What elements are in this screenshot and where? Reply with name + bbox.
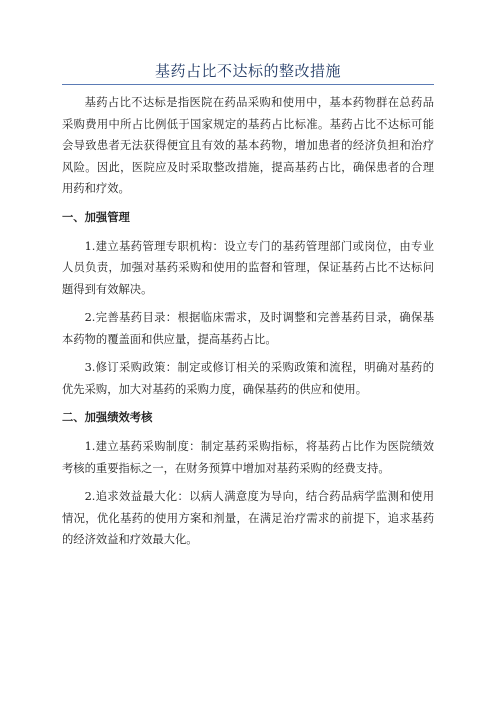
list-item: 1.建立基药采购制度：制定基药采购指标，将基药占比作为医院绩效考核的重要指标之一，在财务预算中增加对基药采购的经费支持。 — [62, 440, 434, 475]
document-body — [62, 92, 434, 558]
list-item: 1.建立基药管理专职机构：设立专门的基药管理部门或岗位，由专业人员负责，加强对基药采购和使用的监督和管理，保证基药占比不达标问题得到有效解决。 — [62, 239, 434, 296]
list-item: 3.修订采购政策：制定或修订相关的采购政策和流程，明确对基药的优先采购，加大对基药的采购力度，确保基药的供应和使用。 — [62, 361, 434, 396]
list-item: 2.完善基药目录：根据临床需求，及时调整和完善基药目录，确保基本药物的覆盖面和供应量，提高基药占比。 — [62, 311, 434, 346]
title-underline — [62, 84, 434, 85]
section-heading-management: 一、加强管理 — [62, 210, 130, 224]
document-title: 基药占比不达标的整改措施 — [154, 62, 341, 80]
intro-paragraph: 基药占比不达标是指医院在药品采购和使用中，基本药物群在总药品采购费用中所占比例低于国家规定的基药占比标准。基药占比不达标可能会导致患者无法获得便宜且有效的基本药物，增加患者的经济负担和治疗风险。因此，医院应及时采取整改措施，提高基药占比，确保患者的合理用药和疗效。 — [62, 96, 434, 195]
list-item: 2.追求效益最大化：以病人满意度为导向，结合药品病学监测和使用情况，优化基药的使用方案和剂量，在满足治疗需求的前提下，追求基药的经济效益和疗效最大化。 — [62, 490, 434, 546]
section-heading-performance: 二、加强绩效考核 — [62, 411, 153, 424]
